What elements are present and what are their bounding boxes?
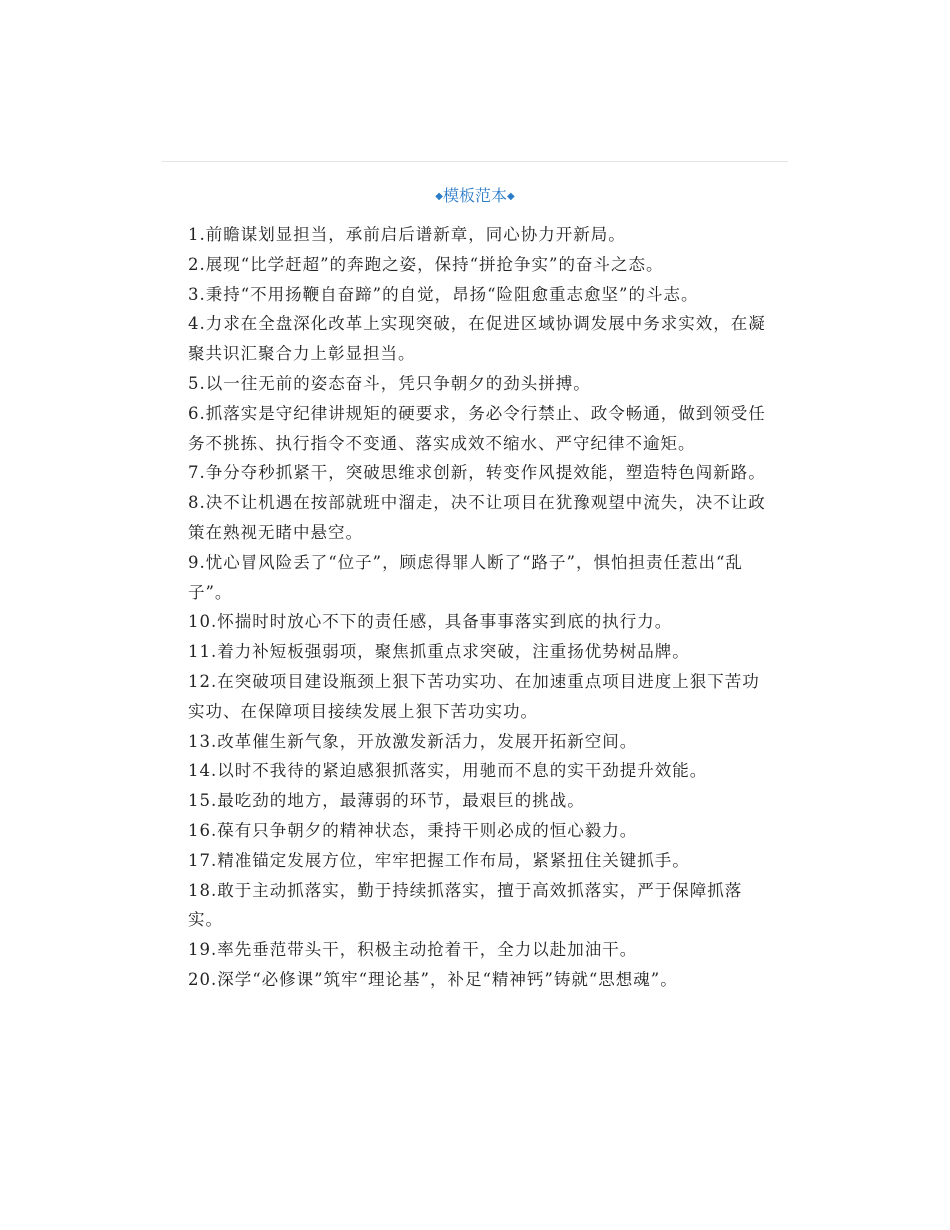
list-item: 15.最吃劲的地方，最薄弱的环节，最艰巨的挑战。 xyxy=(188,791,585,811)
list-item: 11.着力补短板强弱项，聚焦抓重点求突破，注重扬优势树品牌。 xyxy=(188,642,690,662)
list-item: 12.在突破项目建设瓶颈上狠下苦功实功、在加速重点项目进度上狠下苦功实功、在保障项目接续发展上狠下苦功实功。 xyxy=(188,671,760,721)
list-item: 16.葆有只争朝夕的精神状态，秉持干则必成的恒心毅力。 xyxy=(188,820,638,840)
section-heading xyxy=(162,183,788,210)
list-item: 3.秉持“不用扬鞭自奋蹄”的自觉，昂扬“险阻愈重志愈坚”的斗志。 xyxy=(188,284,699,304)
item-list xyxy=(188,220,768,995)
list-item: 8.决不让机遇在按部就班中溜走，决不让项目在犹豫观望中流失，决不让政策在熟视无睹中悬空。 xyxy=(188,493,766,542)
diamond-left-icon: ◆ xyxy=(435,191,443,202)
list-item: 18.敢于主动抓落实，勤于持续抓落实，擅于高效抓落实，严于保障抓落实。 xyxy=(188,880,743,930)
diamond-right-icon: ◆ xyxy=(507,191,515,202)
list-item: 7.争分夺秒抓紧干，突破思维求创新，转变作风提效能，塑造特色闯新路。 xyxy=(188,463,766,483)
list-item: 1.前瞻谋划显担当，承前启后谱新章，同心协力开新局。 xyxy=(188,225,626,244)
list-item: 14.以时不我待的紧迫感狠抓落实，用驰而不息的实干劲提升效能。 xyxy=(188,761,708,781)
list-item: 9.忧心冒风险丢了“位子”，顾虑得罪人断了“路子”，惧怕担责任惹出“乱子”。 xyxy=(188,552,743,602)
list-item: 5.以一往无前的姿态奋斗，凭只争朝夕的劲头拼搏。 xyxy=(188,373,591,393)
list-item: 20.深学“必修课”筑牢“理论基”，补足“精神钙”铸就“思想魂”。 xyxy=(188,969,678,989)
list-item: 17.精准锚定发展方位，牢牢把握工作布局，紧紧扭住关键抓手。 xyxy=(188,850,690,870)
list-item: 4.力求在全盘深化改革上实现突破，在促进区域协调发展中务求实效，在凝聚共识汇聚合力上彰显担当。 xyxy=(188,314,766,364)
list-item: 19.率先垂范带头干，积极主动抢着干，全力以赴加油干。 xyxy=(188,940,638,960)
list-item: 2.展现“比学赶超”的奔跑之姿，保持“拼抢争实”的奋斗之态。 xyxy=(188,254,664,274)
list-item: 13.改革催生新气象，开放激发新活力，发展开拓新空间。 xyxy=(188,731,638,751)
list-item: 6.抓落实是守纪律讲规矩的硬要求，务必令行禁止、政令畅通，做到领受任务不挑拣、执行指令不变通、落实成效不缩水、严守纪律不逾矩。 xyxy=(188,403,766,453)
header-divider xyxy=(162,161,788,162)
section-title: 模板范本 xyxy=(442,186,507,205)
list-item: 10.怀揣时时放心不下的责任感，具备事事落实到底的执行力。 xyxy=(188,612,673,632)
